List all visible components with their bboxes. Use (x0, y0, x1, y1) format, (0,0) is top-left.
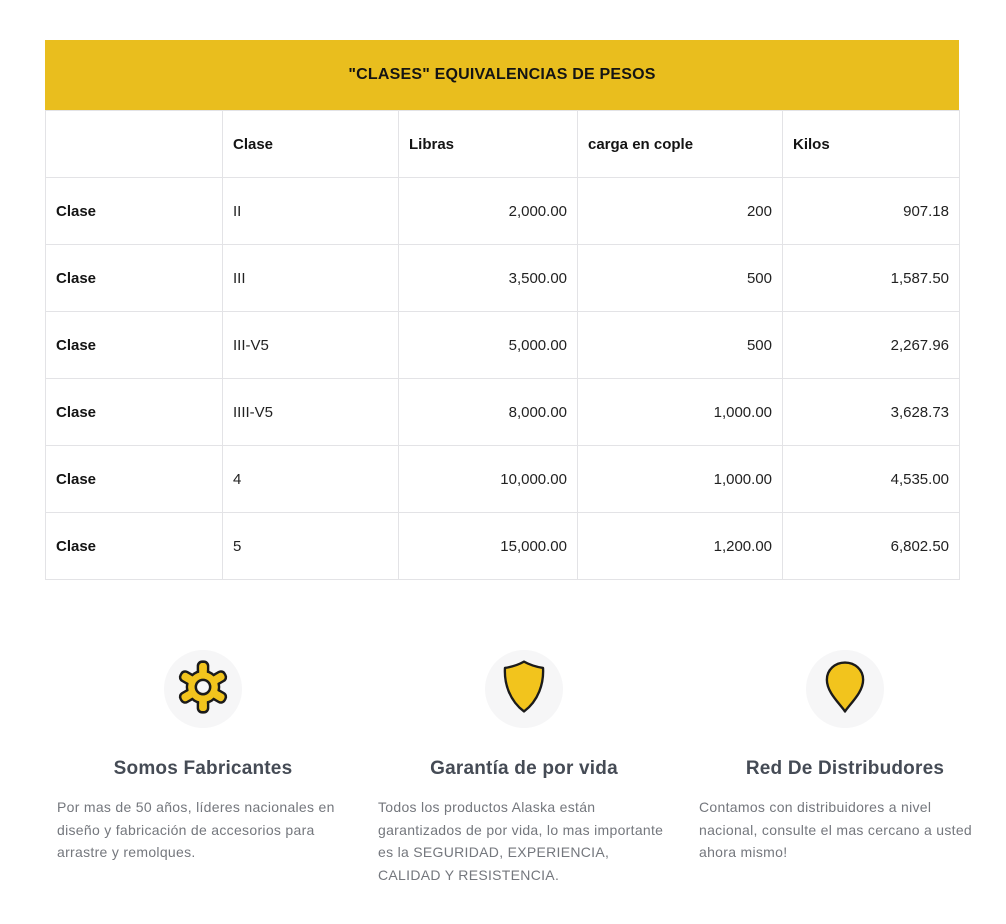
table-row (46, 312, 960, 379)
table-row (46, 379, 960, 446)
feature-garantia (378, 650, 670, 886)
clase-cell: 5 (223, 513, 399, 580)
clase-cell: IIII-V5 (223, 379, 399, 446)
table-title-band (45, 40, 959, 110)
libras-cell: 3,500.00 (399, 245, 578, 312)
libras-cell: 5,000.00 (399, 312, 578, 379)
row-label-cell: Clase (46, 513, 223, 580)
feature-text: Contamos con distribuidores a nivel nacional, consulte el mas cercano a usted ahora mismo! (699, 799, 973, 860)
clase-cell: 4 (223, 446, 399, 513)
table-title: "CLASES" EQUIVALENCIAS DE PESOS (348, 66, 656, 83)
kilos-cell: 4,535.00 (783, 446, 960, 513)
row-label-cell: Clase (46, 379, 223, 446)
row-label-cell: Clase (46, 312, 223, 379)
feature-distribuidores (699, 650, 991, 886)
feature-title: Red De Distribudores (745, 758, 945, 779)
table-row (46, 245, 960, 312)
clase-cell: III (223, 245, 399, 312)
kilos-cell: 2,267.96 (783, 312, 960, 379)
carga-cell: 1,200.00 (578, 513, 783, 580)
carga-cell: 1,000.00 (578, 446, 783, 513)
header-cell-kilos: Kilos (783, 111, 960, 178)
icon-circle (164, 650, 242, 728)
libras-cell: 15,000.00 (399, 513, 578, 580)
map-pin-icon (816, 658, 874, 721)
table-row (46, 446, 960, 513)
icon-circle (806, 650, 884, 728)
kilos-cell: 3,628.73 (783, 379, 960, 446)
feature-title: Garantía de por vida (430, 758, 618, 779)
header-cell-libras: Libras (399, 111, 578, 178)
table-row (46, 513, 960, 580)
features-section (57, 650, 991, 886)
header-cell-clase: Clase (223, 111, 399, 178)
shield-icon (495, 658, 553, 721)
carga-cell: 1,000.00 (578, 379, 783, 446)
weight-equivalence-table (45, 110, 960, 580)
row-label-cell: Clase (46, 178, 223, 245)
feature-title: Somos Fabricantes (113, 758, 293, 779)
feature-somos-fabricantes (57, 650, 349, 886)
header-cell-empty (46, 111, 223, 178)
carga-cell: 200 (578, 178, 783, 245)
kilos-cell: 6,802.50 (783, 513, 960, 580)
icon-circle (485, 650, 563, 728)
table-row (46, 178, 960, 245)
table-header-row (46, 111, 960, 178)
row-label-cell: Clase (46, 446, 223, 513)
kilos-cell: 907.18 (783, 178, 960, 245)
gear-icon (176, 660, 230, 719)
clase-cell: III-V5 (223, 312, 399, 379)
header-cell-carga-en-cople: carga en cople (578, 111, 783, 178)
libras-cell: 2,000.00 (399, 178, 578, 245)
clase-cell: II (223, 178, 399, 245)
row-label-cell: Clase (46, 245, 223, 312)
libras-cell: 10,000.00 (399, 446, 578, 513)
carga-cell: 500 (578, 312, 783, 379)
feature-text: Por mas de 50 años, líderes nacionales en diseño y fabricación de accesorios para arrastre y remolques. (57, 799, 335, 860)
kilos-cell: 1,587.50 (783, 245, 960, 312)
libras-cell: 8,000.00 (399, 379, 578, 446)
carga-cell: 500 (578, 245, 783, 312)
feature-text: Todos los productos Alaska están garantizados de por vida, lo mas importante es la SEGURIDAD, EXPERIENCIA, CALIDAD Y RESISTENCIA. (378, 799, 664, 883)
